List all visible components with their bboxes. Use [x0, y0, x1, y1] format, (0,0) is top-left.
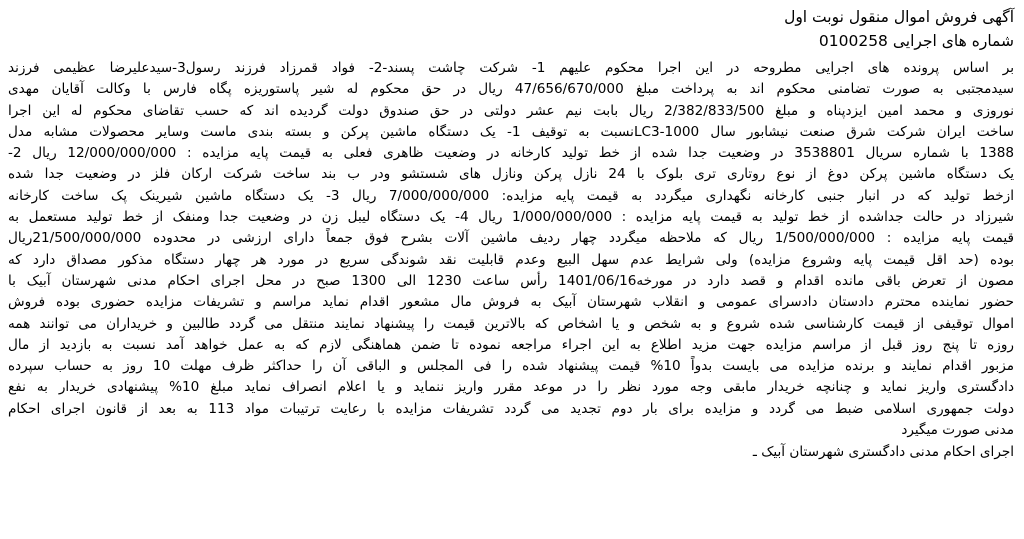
case-number: شماره های اجرایی 0100258: [818, 32, 1014, 50]
body-line: مصون از تعرض باقی مانده اقدام و قصد دارد در مورخه1401/06/16 رأس ساعت 1230 الی 1300 صبح در محل اجرای احکام مدنی شهرستان آبیک با: [8, 272, 1014, 289]
body-line: مزبور اقدام نمایند و برنده مزایده می بایست بدواً 10% قیمت پیشنهاد شده را فی المجلس و الباقی آن را حداکثر ظرف مهلت 10 روز به حساب سپرده: [8, 358, 1014, 375]
body-line: یک دستگاه ماشین پرکن دوغ از نوع روتاری تری بلوک با 24 نازل پرکن ونازل های شستشو ودر ب بند ساخت شرکت ارکان فلز در وضعیت جدا شده: [8, 166, 1014, 183]
body-line: سیدمجتبی به صورت تضامنی محکوم اند به پرداخت مبلغ 47/656/670/000 ریال در حق محکوم له شیر پاستوریزه پگاه فارس با وکالت آقایان مهدی: [8, 81, 1014, 98]
body-line: اموال توقیفی از قیمت کارشناسی شده شروع و به شخص و یا اشخاص که بالاترین قیمت را پیشنهاد نمایند منتقل می گردد طالبین و خریداران می توانند همه: [8, 315, 1014, 332]
body-line: مدنی صورت میگیرد: [901, 422, 1014, 439]
body-line: 1388 با شماره سریال 3538801 در وضعیت جدا شده از خط تولید کارخانه در وضعیت ظاهری فعلی به قیمت پایه مزایده : 12/000/000/000 ریال 2-: [8, 145, 1014, 162]
body-line: دادگستری واریز نماید و چنانچه خریدار مابقی وجه مورد نظر را در موعد مقرر واریز ننماید و یا اعلام انصراف نماید مبلغ 10% پیشنهادی خریدار به نفع: [8, 379, 1014, 396]
body-line: قیمت پایه مزایده : 1/500/000/000 ریال که ملاحظه میگردد چهار ردیف ماشین آلات بشرح فوق جمعاً دارای ارزشی در محدوده 21/500/000/000ریال: [8, 230, 1014, 247]
body-line: شیرزاد در حالت جداشده از خط تولید به قیمت پایه مزایده : 1/000/000/000 ریال 4- یک دستگاه لیبل زن در وضعیت جدا ومنفک از خط تولید مستعمل به: [8, 209, 1014, 226]
body-line: نوروزی و محمد امین ایزدپناه و مبلغ 2/382/833/500 ریال بابت نیم عشر دولتی در حق صندوق دولت گردیده اند که حسب تقاضای محکوم له این اجرا: [8, 102, 1014, 119]
body-line: دولت جمهوری اسلامی ضبط می گردد و مزایده برای بار دوم تجدید می گردد تشریفات مزایده با رعایت ترتیبات مواد 113 به بعد از قانون اجرای احکام: [8, 400, 1014, 417]
notice-title: آگهی فروش اموال منقول نوبت اول: [784, 8, 1014, 26]
body-line: بوده (حد اقل قیمت پایه وشروع مزایده) ولی شرایط عدم سهل البیع وعدم قابلیت نقد شوندگی سریع در مورد هر چهار دستگاه مذکور مصداق دارد که: [8, 251, 1014, 268]
issuer-signature: اجرای احکام مدنی دادگستری شهرستان آبیک ـ: [752, 444, 1014, 461]
body-line: حضور نماینده محترم دادستان دادسرای عمومی و انقلاب شهرستان آبیک به فروش مال مشعور اقدام نماید مراسم و تشریفات مزایده حضوری بوده فروش: [8, 294, 1014, 311]
body-line: ساخت ایران شرکت شرق صنعت نیشابور سال LC3-1000نسبت به توقیف 1- یک دستگاه ماشین پرکن و بسته بندی ماست وسایر محصولات مشابه مدل: [8, 123, 1014, 140]
body-line: روزه تا پنج روز قبل از مراسم مزایده جهت مزید اطلاع به این اجراء مراجعه نموده تا ضمن هماهنگی لازم که به عمل خواهد آمد نسبت به بازدید از مال: [8, 336, 1014, 353]
body-line: بر اساس پرونده های اجرایی مطروحه در این اجرا محکوم علیهم 1- شرکت چاشت پسند-2- فواد قمرزاد فرزند رسول3-سیدعلیرضا عظیمی فرزند: [8, 60, 1014, 76]
notice-body: [8, 58, 1014, 441]
body-line: ازخط تولید که در انبار جنبی کارخانه نگهداری میگردد به قیمت پایه مزایده: 7/000/000/000 ریال 3- یک دستگاه ماشین شیرینک پک ساخت کارخانه: [8, 187, 1014, 204]
